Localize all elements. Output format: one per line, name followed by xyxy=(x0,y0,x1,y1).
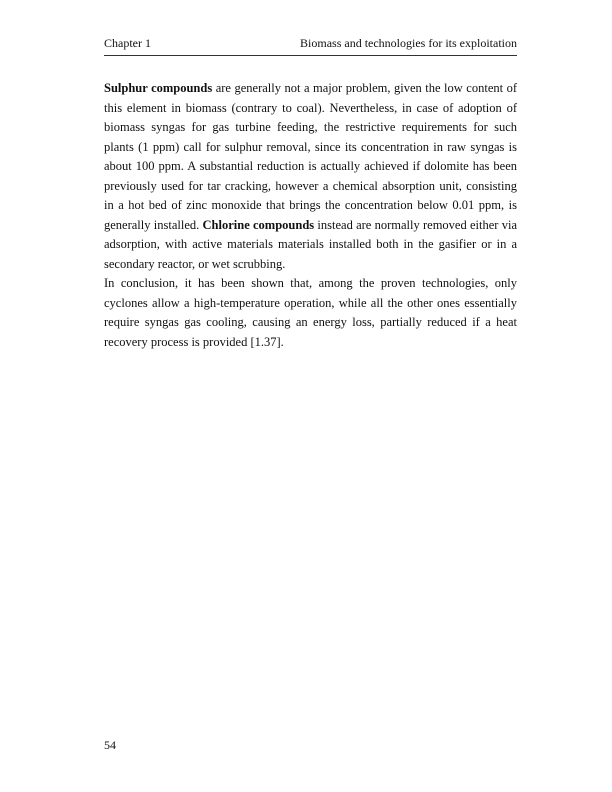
paragraph1-text1: are generally not a major problem, given the low content of this element in biomass (contrary to coal). Nevertheless, in case of adoption of biomass syngas for gas turbine feeding, the restrictive requirements for such plants (1 ppm) call for sulphur removal, since its concentration in raw syngas is about 100 ppm. A substantial reduction is actually achieved if dolomite has been previously used for tar cracking, however a chemical absorption unit, consisting in a hot bed of zinc monoxide that brings the concentration below 0.01 ppm, is generally installed. xyxy=(104,81,518,232)
body-text xyxy=(104,79,517,352)
chlorine-compounds-bold: Chlorine compounds xyxy=(202,217,315,232)
sulphur-compounds-bold: Sulphur compounds xyxy=(104,81,213,95)
book-title: Biomass and technologies for its exploitation xyxy=(300,36,517,50)
paragraph1-text2: instead are normally removed either via adsorption, with active materials materials installed both in the gasifier or in a secondary reactor, or wet scrubbing. xyxy=(104,217,517,271)
paragraph-sulphur-chlorine xyxy=(104,79,517,274)
chapter-label: Chapter 1 xyxy=(104,36,151,50)
paragraph-conclusion: In conclusion, it has been shown that, among the proven technologies, only cyclones allow a high-temperature operation, while all the other ones essentially require syngas gas cooling, causing an energy loss, partially reduced if a heat recovery process is provided [1.37]. xyxy=(104,276,517,349)
page-number: 54 xyxy=(104,738,116,752)
running-header xyxy=(104,36,517,56)
